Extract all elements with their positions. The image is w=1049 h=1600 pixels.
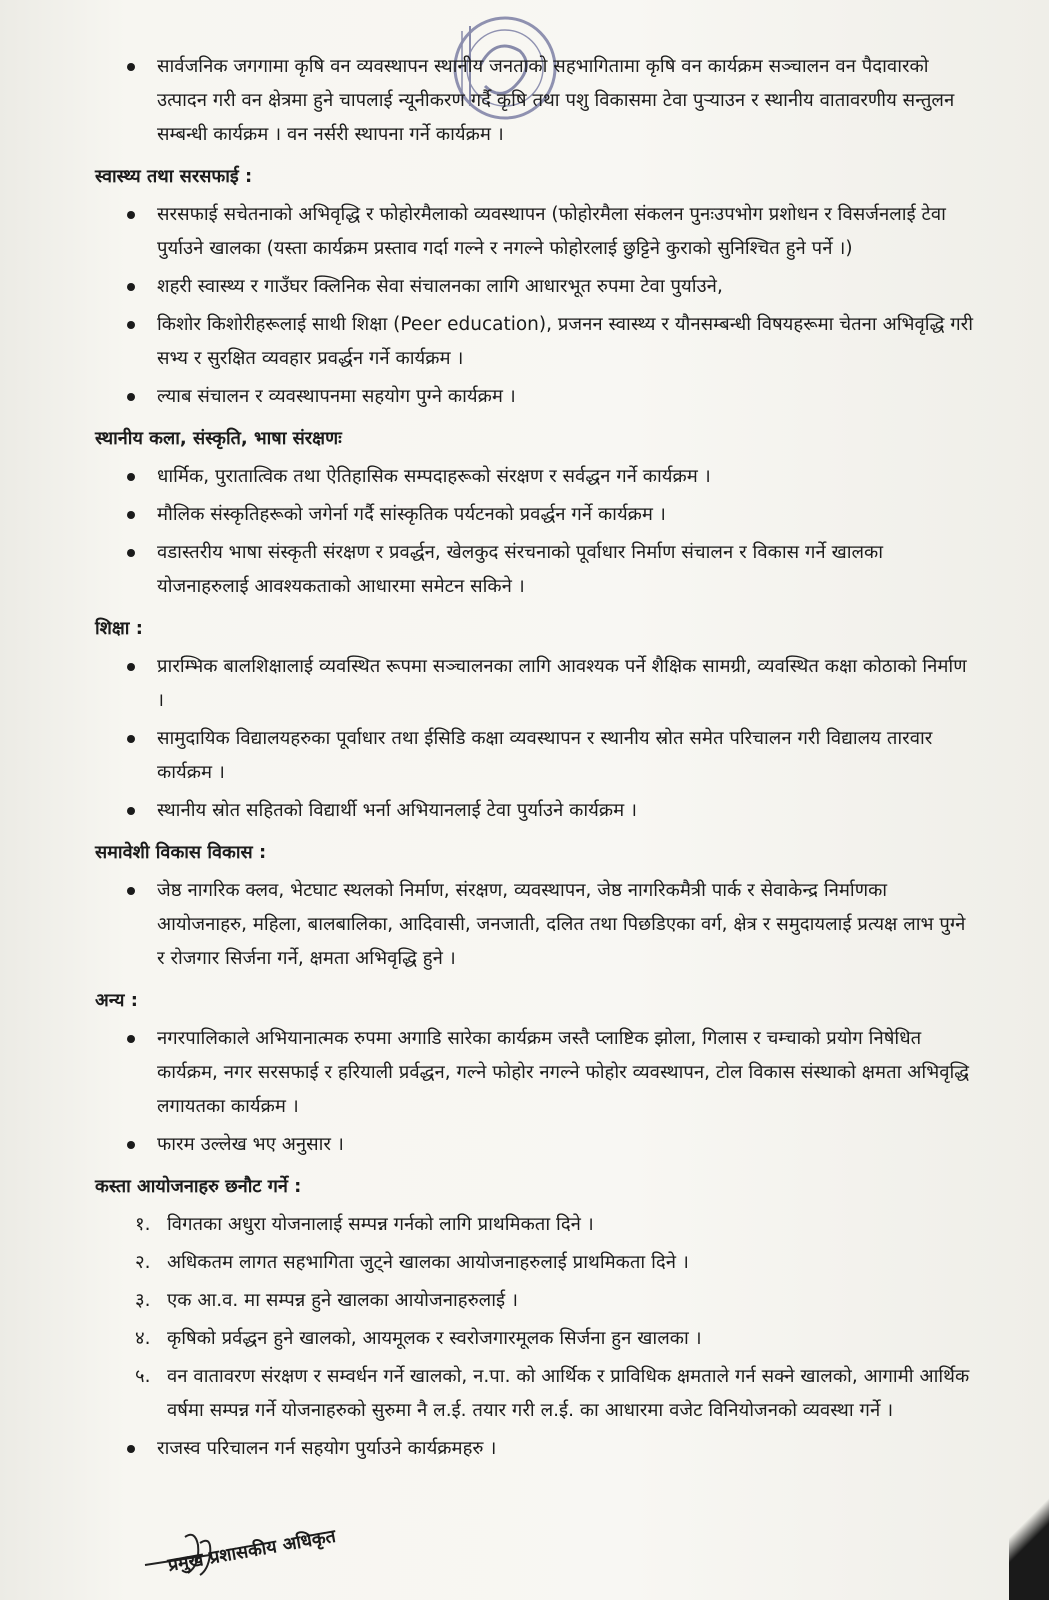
- list-item: राजस्व परिचालन गर्न सहयोग पुर्याउने कार्यक्रमहरु ।: [95, 1432, 975, 1466]
- bullet-icon: [127, 473, 135, 481]
- section-inclusive-development: [95, 836, 975, 976]
- bullet-list: [95, 1022, 975, 1162]
- bullet-icon: [127, 549, 135, 557]
- bullet-icon: [127, 321, 135, 329]
- document-body: [95, 50, 975, 1474]
- numbered-list: [95, 1208, 975, 1428]
- list-item: स्थानीय स्रोत सहितको विद्यार्थी भर्ना अभियानलाई टेवा पुर्याउने कार्यक्रम ।: [95, 794, 975, 828]
- list-item: १. विगतका अधुरा योजनालाई सम्पन्न गर्नको लागि प्राथमिकता दिने ।: [95, 1208, 975, 1242]
- section-health-sanitation: [95, 160, 975, 414]
- bullet-list: [95, 198, 975, 414]
- list-item: सार्वजनिक जगगामा कृषि वन व्यवस्थापन स्थानीय जनताको सहभागितामा कृषि वन कार्यक्रम सञ्चालन वन पैदावारको उत्पादन गरी वन क्षेत्रमा हुने चापलाई न्यूनीकरण गर्दै कृषि तथा पशु विकासमा टेवा पुऱ्याउन र स्थानीय वातावरणीय सन्तुलन सम्बन्धी कार्यक्रम । वन नर्सरी स्थापना गर्ने कार्यक्रम ।: [95, 50, 975, 152]
- bullet-icon: [127, 735, 135, 743]
- list-item: शहरी स्वास्थ्य र गाउँघर क्लिनिक सेवा संचालनका लागि आधारभूत रुपमा टेवा पुर्याउने,: [95, 270, 975, 304]
- list-item: ५. वन वातावरण संरक्षण र सम्वर्धन गर्ने खालको, न.पा. को आर्थिक र प्राविधिक क्षमताले गर्न सक्ने खालको, आगामी आर्थिक वर्षमा सम्पन्न गर्ने योजनाहरुको सुरुमा नै ल.ई. तयार गरी ल.ई. का आधारमा वजेट विनियोजनको व्यवस्था गर्ने ।: [95, 1360, 975, 1428]
- list-item: प्रारम्भिक बालशिक्षालाई व्यवस्थित रूपमा सञ्चालनका लागि आवश्यक पर्ने शैक्षिक सामग्री, व्यवस्थित कक्षा कोठाको निर्माण ।: [95, 650, 975, 718]
- item-number: ४.: [135, 1328, 151, 1349]
- item-number: २.: [135, 1252, 151, 1273]
- list-item: मौलिक संस्कृतिहरूको जगेर्ना गर्दै सांस्कृतिक पर्यटनको प्रवर्द्धन गर्ने कार्यक्रम ।: [95, 498, 975, 532]
- list-item: वडास्तरीय भाषा संस्कृती संरक्षण र प्रवर्द्धन, खेलकुद संरचनाको पूर्वाधार निर्माण संचालन र विकास गर्ने खालका योजनाहरुलाई आवश्यकताको आधारमा समेटन सकिने ।: [95, 536, 975, 604]
- section-heading: शिक्षा :: [95, 618, 143, 639]
- list-item: ४. कृषिको प्रर्वद्धन हुने खालको, आयमूलक र स्वरोजगारमूलक सिर्जना हुन खालका ।: [95, 1322, 975, 1356]
- section-other: [95, 984, 975, 1162]
- bullet-icon: [127, 887, 135, 895]
- section-project-selection: [95, 1170, 975, 1466]
- list-item: सामुदायिक विद्यालयहरुका पूर्वाधार तथा ईसिडि कक्षा व्यवस्थापन र स्थानीय स्रोत समेत परिचालन गरी विद्यालय तारवार कार्यक्रम ।: [95, 722, 975, 790]
- list-item: नगरपालिकाले अभियानात्मक रुपमा अगाडि सारेका कार्यक्रम जस्तै प्लाष्टिक झोला, गिलास र चम्चाको प्रयोग निषेधित कार्यक्रम, नगर सरसफाई र हरियाली प्रर्वद्धन, गल्ने फोहोर नगल्ने फोहोर व्यवस्थापन, टोल विकास संस्थाको क्षमता अभिवृद्धि लगायतका कार्यक्रम ।: [95, 1022, 975, 1124]
- bullet-icon: [127, 511, 135, 519]
- page-edge-shadow: [1009, 1470, 1049, 1600]
- bullet-icon: [127, 807, 135, 815]
- bullet-list: [95, 874, 975, 976]
- bullet-icon: [127, 1035, 135, 1043]
- bullet-icon: [127, 1445, 135, 1453]
- signature-block: [140, 1525, 380, 1595]
- section-heading: अन्य :: [95, 990, 138, 1011]
- section-heading: स्वास्थ्य तथा सरसफाई :: [95, 166, 253, 187]
- bullet-list: [95, 650, 975, 828]
- bullet-icon: [127, 211, 135, 219]
- item-number: १.: [135, 1214, 151, 1235]
- section-heading: स्थानीय कला, संस्कृति, भाषा संरक्षणः: [95, 428, 342, 449]
- list-item: ३. एक आ.व. मा सम्पन्न हुने खालका आयोजनाहरुलाई ।: [95, 1284, 975, 1318]
- section-education: [95, 612, 975, 828]
- list-item: ल्याब संचालन र व्यवस्थापनमा सहयोग पुग्ने कार्यक्रम ।: [95, 380, 975, 414]
- item-number: ३.: [135, 1290, 151, 1311]
- list-item: फारम उल्लेख भए अनुसार ।: [95, 1128, 975, 1162]
- list-item: सरसफाई सचेतनाको अभिवृद्धि र फोहोरमैलाको व्यवस्थापन (फोहोरमैला संकलन पुनःउपभोग प्रशोधन र विसर्जनलाई टेवा पुर्याउने खालका (यस्ता कार्यक्रम प्रस्ताव गर्दा गल्ने र नगल्ने फोहोरलाई छुट्टिने कुराको सुनिश्चित हुने पर्ने ।): [95, 198, 975, 266]
- section-culture: [95, 422, 975, 604]
- list-item: २. अधिकतम लागत सहभागिता जुट्ने खालका आयोजनाहरुलाई प्राथमिकता दिने ।: [95, 1246, 975, 1280]
- signatory-title: प्रमुख प्रशासकीय अधिकृत: [166, 1525, 338, 1577]
- bullet-icon: [127, 663, 135, 671]
- item-number: ५.: [135, 1366, 151, 1387]
- bullet-icon: [127, 63, 135, 71]
- section-heading: समावेशी विकास विकास :: [95, 842, 267, 863]
- section-heading: कस्ता आयोजनाहरु छनौट गर्ने :: [95, 1176, 302, 1197]
- bullet-icon: [127, 1141, 135, 1149]
- bullet-list: [95, 460, 975, 604]
- list-item: धार्मिक, पुरातात्विक तथा ऐतिहासिक सम्पदाहरूको संरक्षण र सर्वद्धन गर्ने कार्यक्रम ।: [95, 460, 975, 494]
- bullet-icon: [127, 393, 135, 401]
- bullet-list: [95, 50, 975, 152]
- list-item: किशोर किशोरीहरूलाई साथी शिक्षा (Peer education), प्रजनन स्वास्थ्य र यौनसम्बन्धी विषयहरूमा चेतना अभिवृद्धि गरी सभ्य र सुरक्षित व्यवहार प्रवर्द्धन गर्ने कार्यक्रम ।: [95, 308, 975, 376]
- bullet-list: [95, 1432, 975, 1466]
- bullet-icon: [127, 283, 135, 291]
- section-forestry: [95, 50, 975, 152]
- list-item: जेष्ठ नागरिक क्लव, भेटघाट स्थलको निर्माण, संरक्षण, व्यवस्थापन, जेष्ठ नागरिकमैत्री पार्क र सेवाकेन्द्र निर्माणका आयोजनाहरु, महिला, बालबालिका, आदिवासी, जनजाती, दलित तथा पिछडिएका वर्ग, क्षेत्र र समुदायलाई प्रत्यक्ष लाभ पुग्ने र रोजगार सिर्जना गर्ने, क्षमता अभिवृद्धि हुने ।: [95, 874, 975, 976]
